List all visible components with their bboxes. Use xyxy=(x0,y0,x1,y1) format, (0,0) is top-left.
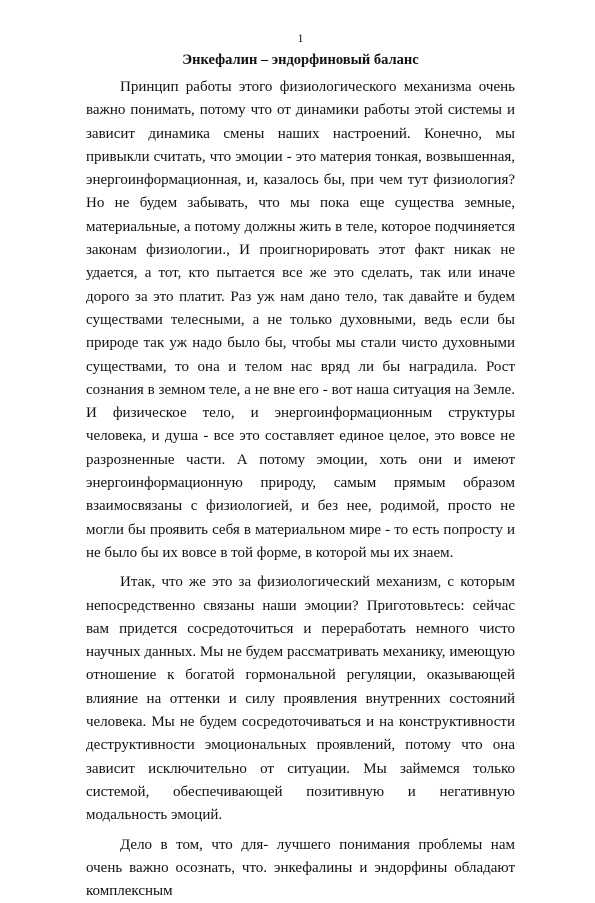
page-number: 1 xyxy=(86,30,515,46)
document-title: Энкефалин – эндорфиновый баланс xyxy=(86,50,515,70)
paragraph-2: Итак, что же это за физиологический механизм, с которым непосредственно связаны наши эмоции? Приготовьтесь: сейчас вам придется сосредоточиться и переработать немного чисто научных данных. Мы не будем рассматривать механику, имеющую отношение к богатой гормональной регуляции, оказывающей влияние на оттенки и силу проявления внутренних состояний человека. Мы не будем сосредоточиваться и на конструктивности деструктивности эмоциональных проявлений, потому что она зависит исключительно от ситуации. Мы займемся только системой, обеспечивающей позитивную и негативную модальность эмоций. xyxy=(86,571,515,827)
paragraph-1: Принцип работы этого физиологического механизма очень важно понимать, потому что от динамики работы этой системы и зависит динамика смены наших настроений. Конечно, мы привыкли считать, что эмоции - это материя тонкая, возвышенная, энергоинформационная, и, казалось бы, при чем тут физиология? Но не будем забывать, что мы пока еще существа земные, материальные, а потому должны жить в теле, которое подчиняется законам физиологии., И проигнорировать этот факт никак не удается, а тот, кто пытается все же это сделать, так или иначе дорого за это платит. Раз уж нам дано тело, так давайте и будем существами телесными, а не только духовными, ведь если бы природе так уж надо было бы, чтобы мы стали чисто духовными существами, то она и телом нас вряд ли бы наградила. Рост сознания в земном теле, а не вне его - вот наша ситуация на Земле. И физическое тело, и энергоинформационным структуры человека, и душа - все это составляет единое целое, это вовсе не разрозненные части. А потому эмоции, хоть они и имеют энергоинформационную природу, самым прямым образом взаимосвязаны с физиологией, и без нее, родимой, просто не могли бы проявить себя в материальном мире - то есть попросту и не было бы их вовсе в той форме, в которой мы их знаем. xyxy=(86,76,515,565)
paragraph-3: Дело в том, что для- лучшего понимания проблемы нам очень важно осознать, что. энкефалины и эндорфины обладают комплексным xyxy=(86,834,515,903)
